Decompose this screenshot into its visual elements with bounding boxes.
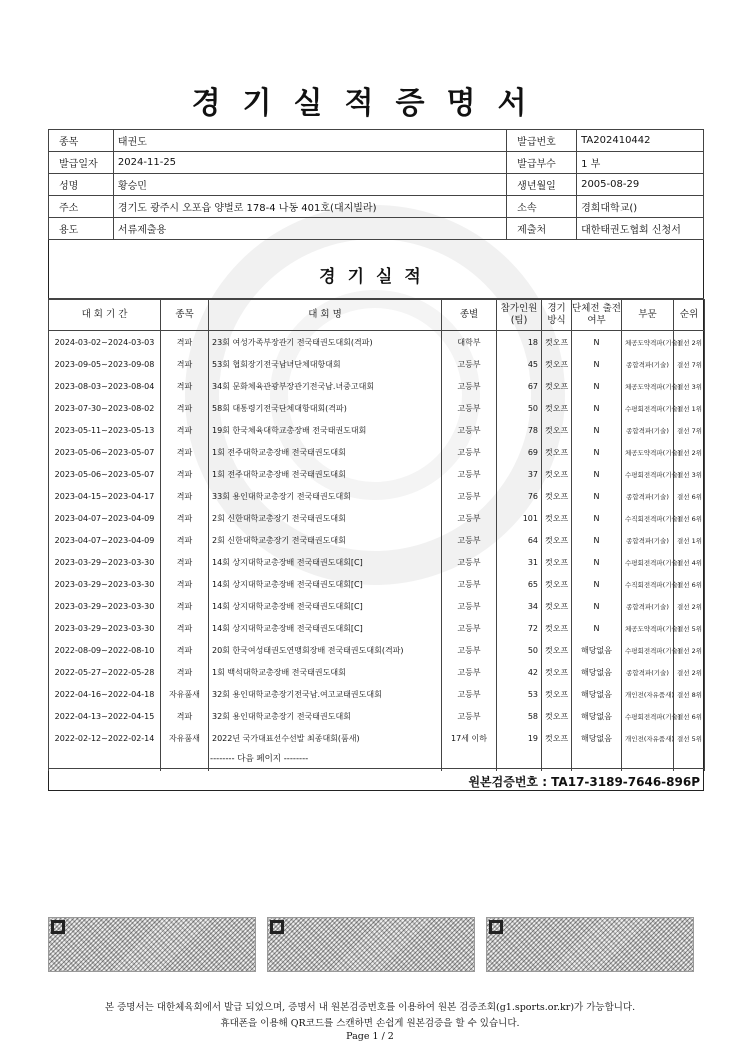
cell-event: 격파 xyxy=(161,661,209,683)
header-name: 대 회 명 xyxy=(209,300,442,331)
info-row xyxy=(49,130,704,152)
cell-rank: 결선 2위 xyxy=(674,639,705,661)
cell-period: 2024-03-02~2024-03-03 xyxy=(49,331,161,354)
qr-finder-icon xyxy=(270,920,284,934)
cell-team: 해당없음 xyxy=(572,705,622,727)
info-row xyxy=(49,174,704,196)
cell-category: 체공도약격파(기술) xyxy=(622,441,674,463)
cell-division: 고등부 xyxy=(442,683,497,705)
cell-category: 체공도약격파(기술) xyxy=(622,375,674,397)
cell-period: 2023-05-11~2023-05-13 xyxy=(49,419,161,441)
cell-division: 고등부 xyxy=(442,485,497,507)
cell-name: 32회 용인대학교총장기 전국태권도대회 xyxy=(209,705,442,727)
info-label: 발급번호 xyxy=(507,130,577,152)
cell-period: 2023-03-29~2023-03-30 xyxy=(49,595,161,617)
cell-period: 2023-04-07~2023-04-09 xyxy=(49,529,161,551)
cell-period: 2023-05-06~2023-05-07 xyxy=(49,463,161,485)
cell-period: 2023-04-07~2023-04-09 xyxy=(49,507,161,529)
qr-finder-icon xyxy=(489,920,503,934)
cell-method: 컷오프 xyxy=(542,661,572,683)
cell-rank: 결선 1위 xyxy=(674,397,705,419)
info-value: 2005-08-29 xyxy=(577,174,704,196)
cell-participants: 50 xyxy=(497,639,542,661)
cell-team: N xyxy=(572,375,622,397)
cell-name: 2022년 국가대표선수선발 최종대회(품새) xyxy=(209,727,442,749)
cell-rank: 결선 6위 xyxy=(674,507,705,529)
header-team: 단체전 출전여부 xyxy=(572,300,622,331)
cell-category: 수평회전격파(기술) xyxy=(622,551,674,573)
cell-division: 17세 이하 xyxy=(442,727,497,749)
next-page-note: -------- 다음 페이지 -------- xyxy=(210,754,309,764)
cell-rank: 결선 5위 xyxy=(674,727,705,749)
table-row xyxy=(49,463,705,485)
cell-rank: 결선 7위 xyxy=(674,419,705,441)
cell-event: 격파 xyxy=(161,705,209,727)
table-row xyxy=(49,551,705,573)
info-value: 2024-11-25 xyxy=(113,152,506,174)
cell-method: 컷오프 xyxy=(542,507,572,529)
cell-method: 컷오프 xyxy=(542,375,572,397)
info-label: 발급부수 xyxy=(507,152,577,174)
cell-method: 컷오프 xyxy=(542,617,572,639)
info-label: 소속 xyxy=(507,196,577,218)
qr-finder-icon xyxy=(51,920,65,934)
cell-division: 고등부 xyxy=(442,419,497,441)
cell-category: 개인전(자유품새) xyxy=(622,683,674,705)
table-row xyxy=(49,397,705,419)
cell-name: 20회 한국여성태권도연맹회장배 전국태권도대회(격파) xyxy=(209,639,442,661)
cell-event: 격파 xyxy=(161,485,209,507)
cell-period: 2022-02-12~2022-02-14 xyxy=(49,727,161,749)
table-row xyxy=(49,353,705,375)
table-row xyxy=(49,727,705,749)
cell-method: 컷오프 xyxy=(542,705,572,727)
cell-division: 고등부 xyxy=(442,507,497,529)
cell-division: 대학부 xyxy=(442,331,497,354)
cell-name: 1회 전주대학교총장배 전국태권도대회 xyxy=(209,463,442,485)
info-label: 발급일자 xyxy=(49,152,114,174)
cell-division: 고등부 xyxy=(442,617,497,639)
cell-category: 종합격파(기술) xyxy=(622,485,674,507)
qr-code-2 xyxy=(267,917,475,972)
cell-event: 격파 xyxy=(161,551,209,573)
cell-team: N xyxy=(572,507,622,529)
info-row xyxy=(49,196,704,218)
cell-category: 수평회전격파(기술) xyxy=(622,463,674,485)
cell-team: N xyxy=(572,397,622,419)
table-row xyxy=(49,507,705,529)
cell-name: 14회 상지대학교총장배 전국태권도대회[C] xyxy=(209,551,442,573)
cell-team: 해당없음 xyxy=(572,727,622,749)
cell-team: N xyxy=(572,463,622,485)
cell-name: 34회 문화체육관광부장관기전국남.녀중고대회 xyxy=(209,375,442,397)
cell-participants: 31 xyxy=(497,551,542,573)
cell-team: 해당없음 xyxy=(572,639,622,661)
cell-division: 고등부 xyxy=(442,529,497,551)
cell-division: 고등부 xyxy=(442,397,497,419)
cell-name: 14회 상지대학교총장배 전국태권도대회[C] xyxy=(209,595,442,617)
cell-rank: 결선 5위 xyxy=(674,617,705,639)
cell-division: 고등부 xyxy=(442,595,497,617)
cell-period: 2023-03-29~2023-03-30 xyxy=(49,573,161,595)
cell-method: 컷오프 xyxy=(542,551,572,573)
header-division: 종별 xyxy=(442,300,497,331)
cell-team: N xyxy=(572,485,622,507)
cell-period: 2023-03-29~2023-03-30 xyxy=(49,551,161,573)
verify-bar xyxy=(48,768,704,791)
cell-period: 2023-05-06~2023-05-07 xyxy=(49,441,161,463)
cell-method: 컷오프 xyxy=(542,573,572,595)
cell-period: 2022-08-09~2022-08-10 xyxy=(49,639,161,661)
cell-category: 수평회전격파(기술) xyxy=(622,397,674,419)
cell-period: 2023-08-03~2023-08-04 xyxy=(49,375,161,397)
cell-name: 23회 여성가족부장관기 전국태권도대회(격파) xyxy=(209,331,442,354)
cell-event: 격파 xyxy=(161,353,209,375)
cell-method: 컷오프 xyxy=(542,397,572,419)
cell-team: N xyxy=(572,441,622,463)
footer-line-2: 휴대폰을 이용해 QR코드를 스캔하면 손쉽게 원본검증을 할 수 있습니다. xyxy=(220,1018,520,1029)
cell-category: 수평회전격파(기술) xyxy=(622,705,674,727)
info-table xyxy=(48,129,704,240)
cell-participants: 19 xyxy=(497,727,542,749)
cell-name: 14회 상지대학교총장배 전국태권도대회[C] xyxy=(209,617,442,639)
cell-participants: 72 xyxy=(497,617,542,639)
cell-category: 개인전(자유품새) xyxy=(622,727,674,749)
cell-method: 컷오프 xyxy=(542,529,572,551)
cell-period: 2023-04-15~2023-04-17 xyxy=(49,485,161,507)
cell-method: 컷오프 xyxy=(542,419,572,441)
cell-rank: 결선 6위 xyxy=(674,573,705,595)
cell-period: 2023-03-29~2023-03-30 xyxy=(49,617,161,639)
info-label: 생년월일 xyxy=(507,174,577,196)
cell-participants: 78 xyxy=(497,419,542,441)
table-row xyxy=(49,331,705,354)
cell-event: 격파 xyxy=(161,331,209,354)
table-row xyxy=(49,661,705,683)
cell-event: 격파 xyxy=(161,441,209,463)
cell-method: 컷오프 xyxy=(542,639,572,661)
verify-code: 원본검증번호 : TA17-3189-7646-896P xyxy=(468,775,700,789)
table-row xyxy=(49,485,705,507)
cell-team: N xyxy=(572,419,622,441)
cell-event: 자유품새 xyxy=(161,683,209,705)
info-value: 서류제출용 xyxy=(113,218,506,240)
cell-division: 고등부 xyxy=(442,375,497,397)
cell-event: 격파 xyxy=(161,507,209,529)
cell-category: 종합격파(기술) xyxy=(622,661,674,683)
cell-rank: 결선 2위 xyxy=(674,331,705,354)
cell-event: 격파 xyxy=(161,573,209,595)
cell-category: 종합격파(기술) xyxy=(622,353,674,375)
cell-category: 종합격파(기술) xyxy=(622,595,674,617)
info-value: 경희대학교() xyxy=(577,196,704,218)
cell-category: 수평회전격파(기술) xyxy=(622,639,674,661)
cell-team: N xyxy=(572,551,622,573)
cell-method: 컷오프 xyxy=(542,441,572,463)
cell-participants: 45 xyxy=(497,353,542,375)
cell-participants: 64 xyxy=(497,529,542,551)
cell-name: 14회 상지대학교총장배 전국태권도대회[C] xyxy=(209,573,442,595)
qr-code-1 xyxy=(48,917,256,972)
cell-rank: 결선 2위 xyxy=(674,441,705,463)
cell-participants: 58 xyxy=(497,705,542,727)
cell-participants: 69 xyxy=(497,441,542,463)
document-title: 경기실적증명서 xyxy=(191,86,549,121)
cell-method: 컷오프 xyxy=(542,331,572,354)
cell-name: 2회 신한대학교총장기 전국태권도대회 xyxy=(209,507,442,529)
info-label: 종목 xyxy=(49,130,114,152)
header-event: 종목 xyxy=(161,300,209,331)
cell-team: N xyxy=(572,573,622,595)
cell-participants: 67 xyxy=(497,375,542,397)
qr-code-3 xyxy=(486,917,694,972)
cell-participants: 65 xyxy=(497,573,542,595)
cell-event: 자유품새 xyxy=(161,727,209,749)
cell-division: 고등부 xyxy=(442,639,497,661)
table-row xyxy=(49,573,705,595)
cell-period: 2022-05-27~2022-05-28 xyxy=(49,661,161,683)
cell-division: 고등부 xyxy=(442,573,497,595)
footer-page: Page 1 / 2 xyxy=(346,1031,394,1042)
info-value: 경기도 광주시 오포읍 양벌로 178-4 나동 401호(대지빌라) xyxy=(113,196,506,218)
cell-method: 컷오프 xyxy=(542,595,572,617)
cell-method: 컷오프 xyxy=(542,727,572,749)
cell-event: 격파 xyxy=(161,419,209,441)
cell-category: 수직회전격파(기술) xyxy=(622,573,674,595)
cell-event: 격파 xyxy=(161,529,209,551)
records-header-row xyxy=(49,300,705,331)
cell-category: 수직회전격파(기술) xyxy=(622,507,674,529)
cell-event: 격파 xyxy=(161,463,209,485)
cell-division: 고등부 xyxy=(442,551,497,573)
info-row xyxy=(49,218,704,240)
cell-period: 2022-04-16~2022-04-18 xyxy=(49,683,161,705)
cell-rank: 결선 6위 xyxy=(674,485,705,507)
cell-event: 격파 xyxy=(161,397,209,419)
info-label: 용도 xyxy=(49,218,114,240)
table-row xyxy=(49,617,705,639)
cell-name: 58회 대통령기전국단체대항대회(격파) xyxy=(209,397,442,419)
cell-event: 격파 xyxy=(161,639,209,661)
cell-team: N xyxy=(572,595,622,617)
cell-name: 1회 전주대학교총장배 전국태권도대회 xyxy=(209,441,442,463)
cell-category: 종합격파(기술) xyxy=(622,529,674,551)
info-row xyxy=(49,152,704,174)
cell-category: 종합격파(기술) xyxy=(622,419,674,441)
cell-division: 고등부 xyxy=(442,353,497,375)
table-row xyxy=(49,595,705,617)
table-row xyxy=(49,705,705,727)
cell-category: 체공도약격파(기술) xyxy=(622,331,674,354)
cell-name: 53회 협회장기전국남녀단체대항대회 xyxy=(209,353,442,375)
cell-name: 2회 신한대학교총장기 전국태권도대회 xyxy=(209,529,442,551)
table-row xyxy=(49,529,705,551)
header-method: 경기 방식 xyxy=(542,300,572,331)
cell-division: 고등부 xyxy=(442,463,497,485)
cell-event: 격파 xyxy=(161,595,209,617)
cell-event: 격파 xyxy=(161,617,209,639)
cell-rank: 결선 6위 xyxy=(674,705,705,727)
header-category: 부문 xyxy=(622,300,674,331)
cell-method: 컷오프 xyxy=(542,485,572,507)
cell-name: 32회 용인대학교총장기전국남.여고교태권도대회 xyxy=(209,683,442,705)
cell-name: 1회 백석대학교총장배 전국태권도대회 xyxy=(209,661,442,683)
info-label: 성명 xyxy=(49,174,114,196)
cell-period: 2022-04-13~2022-04-15 xyxy=(49,705,161,727)
cell-team: N xyxy=(572,353,622,375)
cell-rank: 결선 1위 xyxy=(674,529,705,551)
info-value: 태권도 xyxy=(113,130,506,152)
info-value: 대한태권도협회 신청서 xyxy=(577,218,704,240)
cell-division: 고등부 xyxy=(442,705,497,727)
cell-team: 해당없음 xyxy=(572,661,622,683)
cell-participants: 34 xyxy=(497,595,542,617)
header-rank: 순위 xyxy=(674,300,705,331)
cell-category: 체공도약격파(기술) xyxy=(622,617,674,639)
table-row xyxy=(49,683,705,705)
info-value: TA202410442 xyxy=(577,130,704,152)
cell-participants: 76 xyxy=(497,485,542,507)
cell-rank: 결선 3위 xyxy=(674,375,705,397)
table-row xyxy=(49,419,705,441)
header-period: 대 회 기 간 xyxy=(49,300,161,331)
cell-participants: 53 xyxy=(497,683,542,705)
info-label: 주소 xyxy=(49,196,114,218)
cell-rank: 결선 7위 xyxy=(674,353,705,375)
cell-team: N xyxy=(572,617,622,639)
info-label: 제출처 xyxy=(507,218,577,240)
cell-participants: 37 xyxy=(497,463,542,485)
table-row xyxy=(49,375,705,397)
table-row xyxy=(49,639,705,661)
cell-participants: 50 xyxy=(497,397,542,419)
cell-event: 격파 xyxy=(161,375,209,397)
header-participants: 참가인원 (팀) xyxy=(497,300,542,331)
section-title: 경기실적 xyxy=(319,267,433,287)
cell-method: 컷오프 xyxy=(542,463,572,485)
cell-rank: 결선 4위 xyxy=(674,551,705,573)
cell-name: 19회 한국체육대학교총장배 전국태권도대회 xyxy=(209,419,442,441)
cell-division: 고등부 xyxy=(442,661,497,683)
cell-rank: 결선 8위 xyxy=(674,683,705,705)
cell-rank: 결선 3위 xyxy=(674,463,705,485)
cell-name: 33회 용인대학교총장기 전국태권도대회 xyxy=(209,485,442,507)
cell-rank: 결선 2위 xyxy=(674,595,705,617)
footer-line-1: 본 증명서는 대한체육회에서 발급 되었으며, 증명서 내 원본검증번호를 이용하여 원본 검증조회(g1.sports.or.kr)가 가능합니다. xyxy=(104,1002,636,1013)
cell-period: 2023-07-30~2023-08-02 xyxy=(49,397,161,419)
cell-team: N xyxy=(572,529,622,551)
cell-method: 컷오프 xyxy=(542,683,572,705)
cell-division: 고등부 xyxy=(442,441,497,463)
info-value: 황승민 xyxy=(113,174,506,196)
section-header xyxy=(48,251,704,299)
records-table xyxy=(48,299,705,771)
cell-team: 해당없음 xyxy=(572,683,622,705)
cell-participants: 101 xyxy=(497,507,542,529)
cell-method: 컷오프 xyxy=(542,353,572,375)
cell-participants: 42 xyxy=(497,661,542,683)
table-row xyxy=(49,441,705,463)
cell-team: N xyxy=(572,331,622,354)
cell-participants: 18 xyxy=(497,331,542,354)
cell-period: 2023-09-05~2023-09-08 xyxy=(49,353,161,375)
info-value: 1 부 xyxy=(577,152,704,174)
cell-rank: 결선 2위 xyxy=(674,661,705,683)
